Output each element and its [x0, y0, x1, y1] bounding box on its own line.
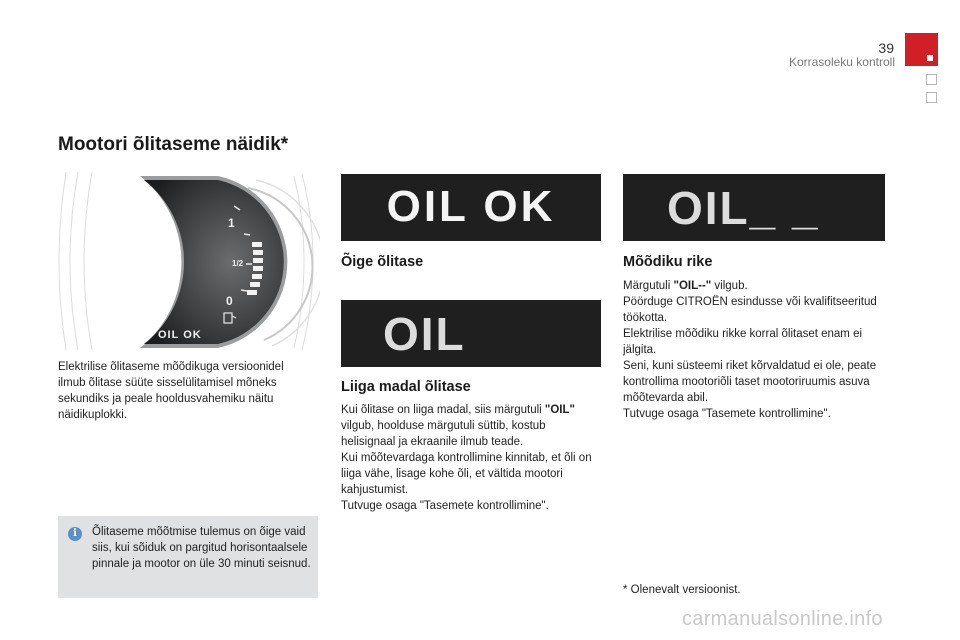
- page-number: 39: [878, 40, 894, 56]
- oil-gauge-illustration: [58, 172, 320, 350]
- oil-ok-display: [341, 174, 601, 241]
- gauge-display-text: OIL OK: [158, 329, 202, 341]
- info-note: [58, 516, 318, 598]
- chapter-tab: [905, 33, 938, 66]
- oil-fault-display-text: OIL_ _: [667, 182, 820, 234]
- oil-fault-description: [623, 278, 883, 422]
- intro-paragraph: Elektrilise õlitaseme mõõdikuga versioonidel ilmub õlitase süüte sisselülitamisel mõneks sekundiks ja peale hooldusvahemiku näitu näidikuplokki.: [58, 361, 284, 421]
- oil-low-line-1: Kui õlitase on liiga madal, siis märgutuli "OIL" vilgub, hoolduse märgutuli süttib, kostub helisignaal ja ekraanile ilmub teade.: [341, 404, 575, 448]
- chapter-tab-mark: [927, 55, 933, 61]
- oil-low-description: [341, 402, 603, 514]
- gauge-label-half: 1/2: [232, 259, 244, 268]
- oil-fault-line-4: Seni, kuni süsteemi riket kõrvaldatud ei ole, peate kontrollima mootoriõli taset mootoriruumis asuva mõõtevarda abil.: [623, 360, 877, 404]
- page-title: Mootori õlitaseme näidik*: [58, 134, 289, 155]
- oil-low-display-text: OIL: [383, 308, 466, 360]
- nav-box-2: [926, 92, 937, 103]
- oil-ok-display-text: OIL OK: [386, 182, 556, 231]
- oil-fault-display: [623, 174, 885, 241]
- info-icon: i: [68, 527, 82, 541]
- section-title: Korrasoleku kontroll: [788, 55, 895, 69]
- oil-fault-line-3: Elektrilise mõõdiku rikke korral õlitaset enam ei jälgita.: [623, 328, 863, 356]
- oil-fault-line-1: Märgutuli "OIL--" vilgub.: [623, 280, 748, 292]
- oil-low-line-2: Kui mõõtevardaga kontrollimine kinnitab, et õli on liiga vähe, lisage kohe õli, et vältida mootori kahjustumist.: [341, 452, 592, 496]
- oil-gauge-svg: [58, 172, 320, 350]
- oil-ok-title: Õige õlitase: [341, 254, 424, 270]
- oil-fault-title: Mõõdiku rike: [623, 254, 713, 270]
- gauge-label-0: 0: [226, 294, 233, 308]
- watermark: carmanualsonline.info: [682, 608, 883, 630]
- nav-box-1: [926, 74, 937, 85]
- oil-fault-line-2: Pöörduge CITROËN esindusse või kvalifitseeritud töökotta.: [623, 296, 877, 324]
- oil-fault-indicator-label: "OIL--": [673, 280, 712, 292]
- oil-fault-line-5: Tutvuge osaga "Tasemete kontrollimine".: [623, 408, 831, 420]
- oil-low-line-3: Tutvuge osaga "Tasemete kontrollimine".: [341, 500, 549, 512]
- oil-low-title: Liiga madal õlitase: [341, 379, 471, 395]
- info-note-text: Õlitaseme mõõtmise tulemus on õige vaid siis, kui sõiduk on pargitud horisontaalsele pinnale ja mootor on üle 30 minuti seisnud.: [92, 526, 311, 570]
- oil-low-indicator-label: "OIL": [544, 404, 575, 416]
- footnote: * Olenevalt versioonist.: [623, 584, 741, 596]
- oil-low-display: [341, 300, 601, 367]
- gauge-label-1: 1: [228, 216, 235, 230]
